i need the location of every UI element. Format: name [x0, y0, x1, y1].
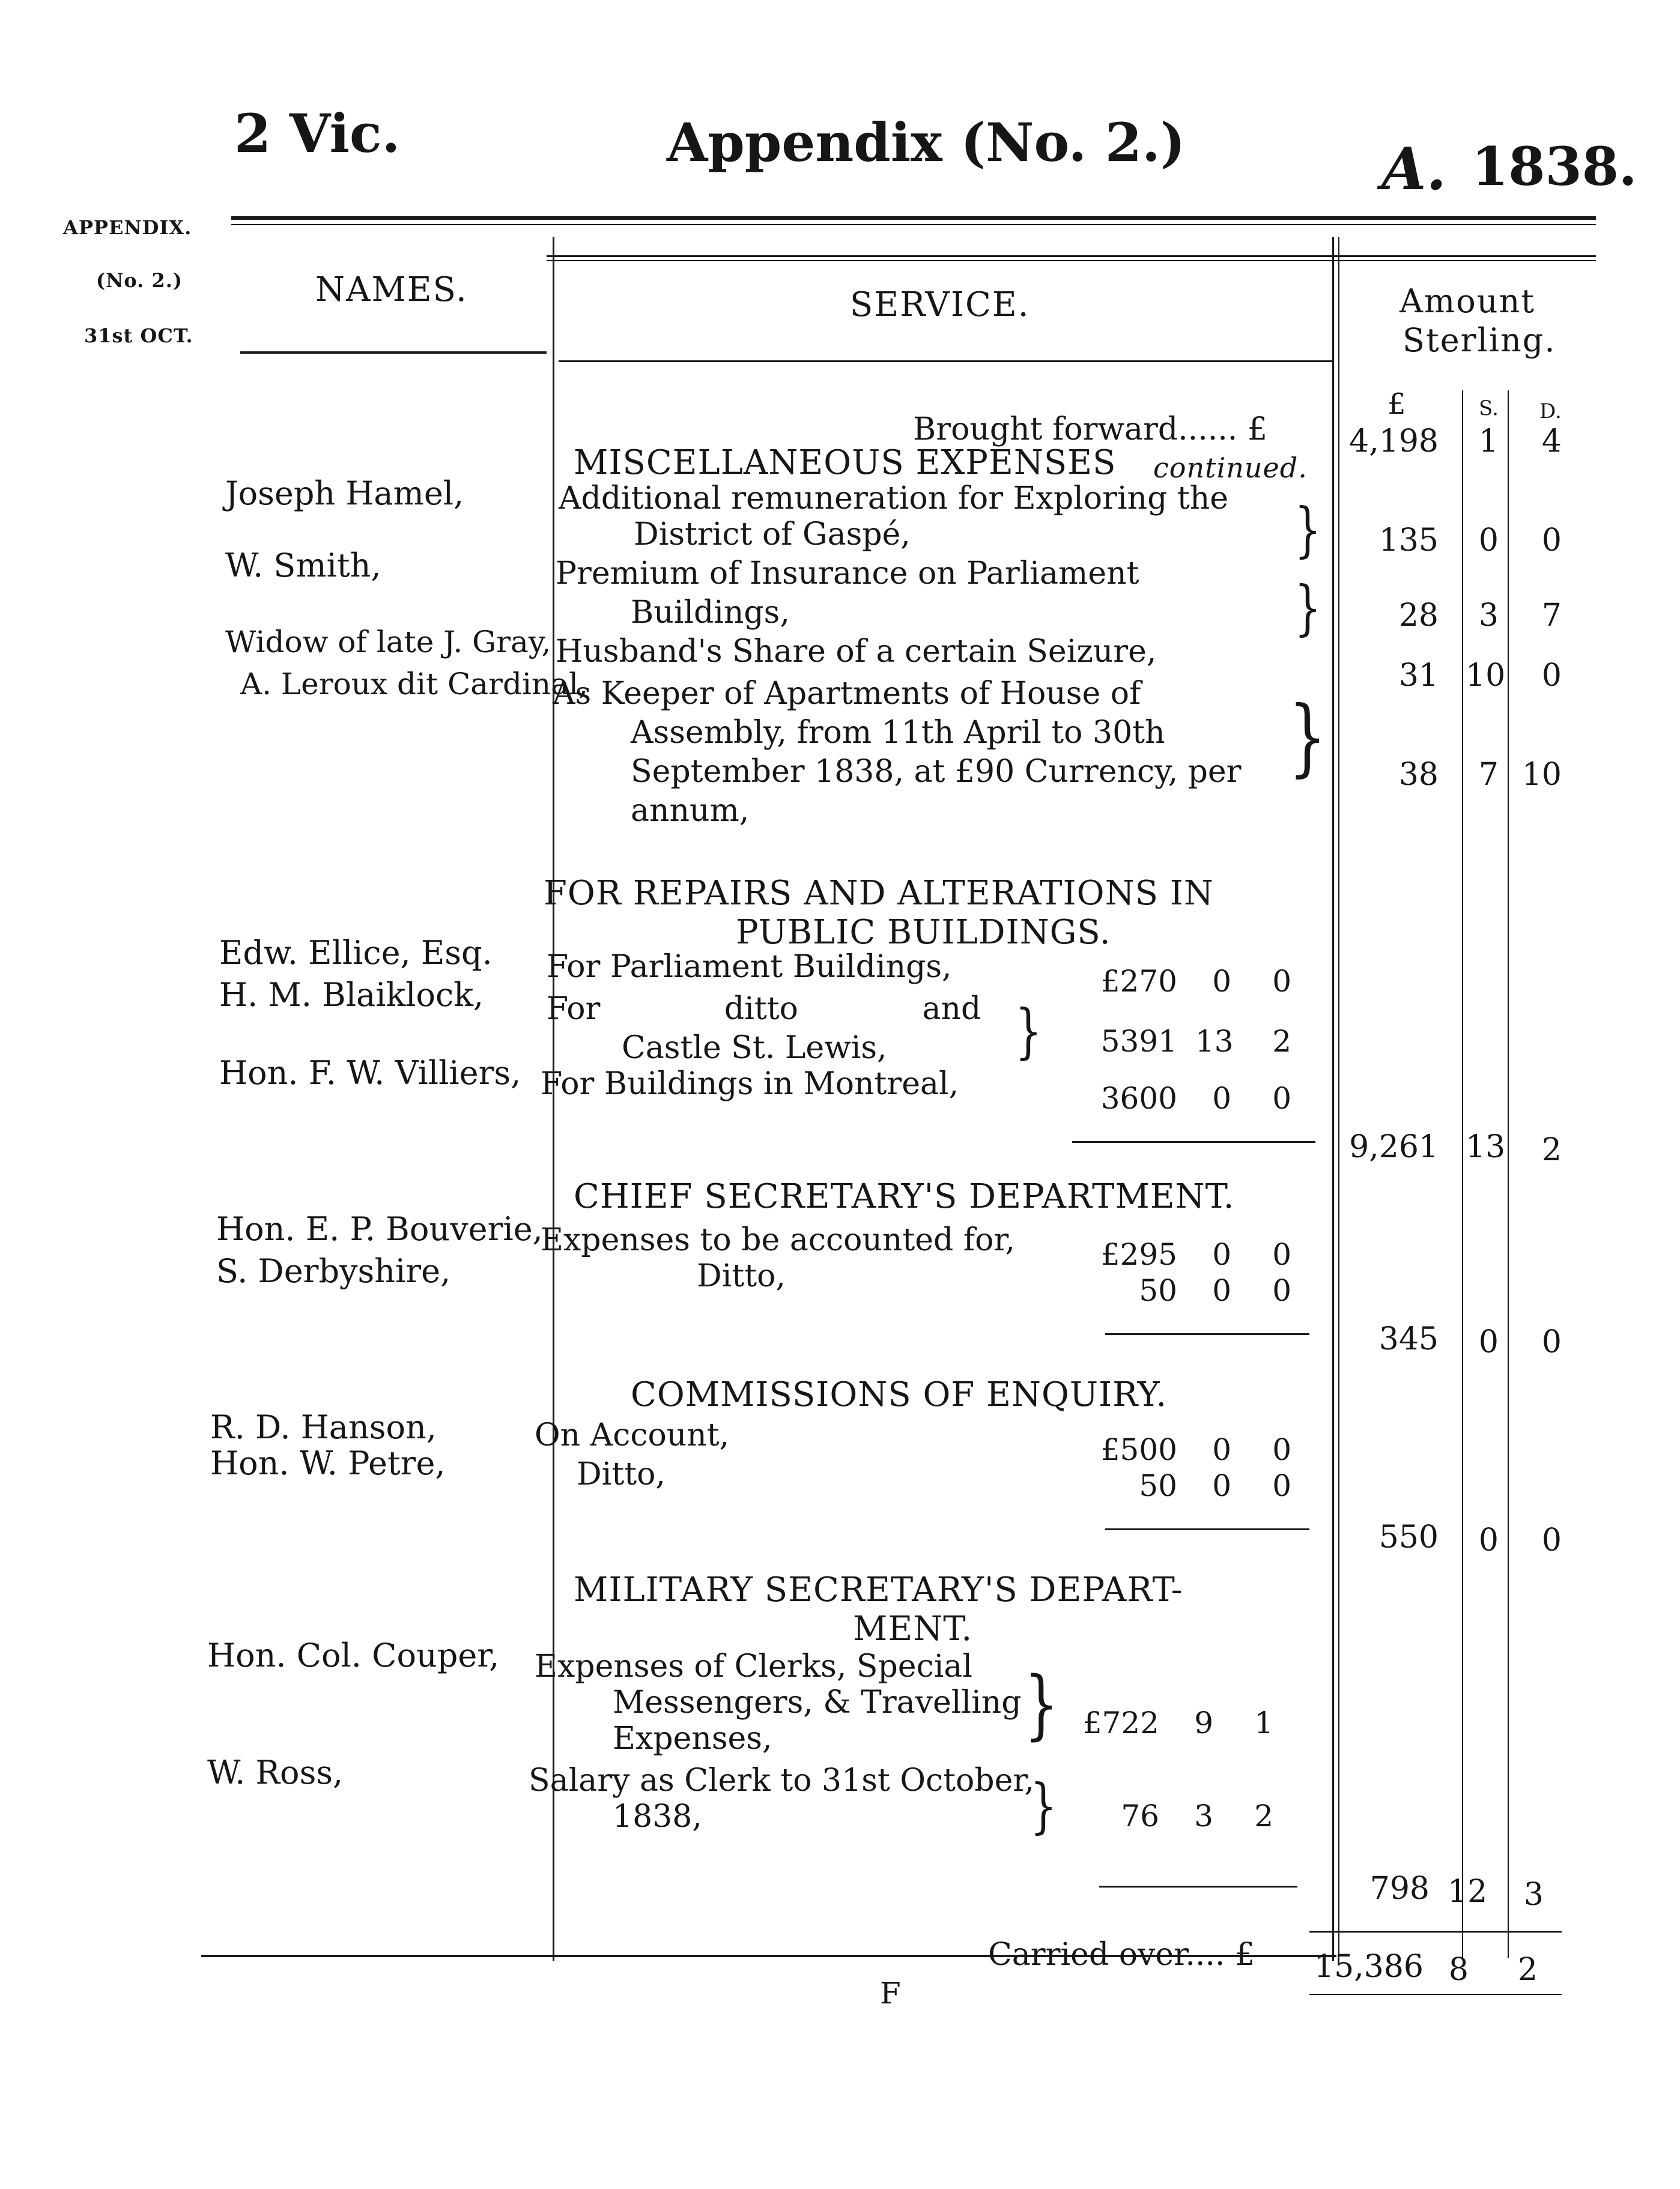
brought-forward-label: Brought forward...... £ — [913, 411, 1267, 447]
subamount-pence: 0 — [1272, 1237, 1291, 1272]
brace-icon: } — [1015, 997, 1042, 1066]
brace-icon: } — [1294, 495, 1321, 565]
section-title: MENT. — [853, 1609, 973, 1649]
service-head-rule — [559, 360, 1332, 362]
total-pounds: 9,261 — [1349, 1129, 1439, 1165]
amount-pence: 0 — [1541, 658, 1562, 694]
section-title: FOR REPAIRS AND ALTERATIONS IN — [544, 874, 1214, 913]
section-title: COMMISSIONS OF ENQUIRY. — [631, 1375, 1168, 1414]
service-line: Salary as Clerk to 31st October, — [529, 1763, 1035, 1799]
service-top-rule-thin — [547, 260, 1596, 261]
total-pounds: 798 — [1369, 1871, 1430, 1907]
payee-name: Edw. Ellice, Esq. — [219, 934, 493, 972]
payee-name: Widow of late J. Gray, — [225, 625, 551, 659]
subamount-shillings: 13 — [1195, 1024, 1234, 1059]
subamount-pounds: 50 — [1139, 1273, 1177, 1308]
subamount-pence: 0 — [1272, 1432, 1291, 1467]
pounds-divider — [1462, 390, 1463, 1958]
carried-over-rule — [1309, 1931, 1562, 1933]
total-shillings: 0 — [1478, 1324, 1499, 1360]
service-line: Expenses of Clerks, Special — [535, 1649, 972, 1685]
total-pounds: 345 — [1378, 1321, 1439, 1357]
carried-over-label: Carried over.... £ — [988, 1937, 1255, 1973]
signature-mark: F — [880, 1976, 901, 2011]
amount-pounds: 31 — [1398, 658, 1439, 694]
service-top-rule — [547, 255, 1596, 257]
col-shillings: S. — [1479, 396, 1499, 420]
service-line: Ditto, — [577, 1456, 666, 1492]
subamount-pence: 2 — [1254, 1799, 1273, 1833]
amount-shillings: 3 — [1478, 598, 1499, 634]
service-line: For Parliament Buildings, — [547, 949, 952, 985]
amount-shillings: 7 — [1478, 757, 1499, 793]
section-title: PUBLIC BUILDINGS. — [736, 913, 1111, 952]
brought-forward-shillings: 1 — [1478, 423, 1499, 459]
service-line: On Account, — [535, 1417, 730, 1453]
top-rule-thin — [231, 224, 1596, 225]
service-line: As Keeper of Apartments of House of — [553, 676, 1141, 712]
service-divider-thin — [1338, 237, 1339, 1961]
amount-shillings: 10 — [1466, 658, 1506, 694]
service-divider — [1332, 237, 1334, 1961]
total-pence: 3 — [1523, 1877, 1544, 1913]
subtotal-rule — [1072, 1141, 1315, 1143]
header-year: 1838. — [1472, 135, 1637, 198]
brace-icon: } — [1288, 688, 1327, 786]
section-title: CHIEF SECRETARY'S DEPARTMENT. — [574, 1177, 1235, 1216]
payee-name: Hon. W. Petre, — [210, 1444, 446, 1482]
subamount-shillings: 0 — [1212, 1468, 1231, 1503]
subamount-pounds: 3600 — [1100, 1081, 1177, 1116]
amount-pounds: 28 — [1398, 598, 1439, 634]
payee-name: R. D. Hanson, — [210, 1408, 437, 1446]
subamount-pence: 2 — [1272, 1024, 1291, 1059]
service-line: For Buildings in Montreal, — [541, 1066, 959, 1102]
subtotal-rule — [1105, 1333, 1309, 1335]
brace-icon: } — [1030, 1772, 1057, 1841]
header-mark: A. — [1381, 135, 1446, 203]
subamount-pence: 1 — [1254, 1706, 1273, 1740]
service-line: Additional remuneration for Exploring the — [559, 480, 1229, 516]
brought-forward-pounds: 4,198 — [1349, 423, 1439, 459]
service-line: District of Gaspé, — [634, 516, 911, 553]
subamount-shillings: 0 — [1212, 1081, 1231, 1116]
subamount-pence: 0 — [1272, 964, 1291, 999]
subamount-shillings: 0 — [1212, 1237, 1231, 1272]
payee-name: Hon. F. W. Villiers, — [219, 1054, 521, 1092]
service-line: Ditto, — [697, 1258, 786, 1294]
service-line: Assembly, from 11th April to 30th — [631, 715, 1165, 751]
col-amount: Amount — [1399, 282, 1535, 320]
service-line: Expenses, — [613, 1721, 772, 1757]
shillings-divider — [1508, 390, 1509, 1958]
subamount-pounds: 50 — [1139, 1468, 1177, 1503]
carried-over-shillings: 8 — [1448, 1952, 1469, 1988]
service-line: Buildings, — [631, 595, 790, 631]
subamount-shillings: 9 — [1194, 1706, 1213, 1740]
total-pence: 0 — [1541, 1324, 1562, 1360]
col-names: NAMES. — [315, 270, 468, 309]
subamount-pounds: £722 — [1082, 1706, 1159, 1740]
service-line: Expenses to be accounted for, — [541, 1222, 1016, 1258]
service-line: For ditto and — [547, 991, 981, 1027]
subamount-shillings: 3 — [1194, 1799, 1213, 1833]
payee-name: W. Smith, — [225, 546, 381, 584]
names-head-rule — [240, 351, 547, 354]
service-line: Premium of Insurance on Parliament — [556, 556, 1139, 592]
service-line: Messengers, & Travelling — [613, 1685, 1022, 1721]
total-shillings: 13 — [1466, 1129, 1506, 1165]
payee-name: Joseph Hamel, — [225, 474, 464, 512]
total-pounds: 550 — [1378, 1519, 1439, 1555]
subtotal-rule — [1105, 1528, 1309, 1530]
brought-forward-pence: 4 — [1541, 423, 1562, 459]
service-line: September 1838, at £90 Currency, per — [631, 754, 1242, 790]
payee-name: S. Derbyshire, — [216, 1252, 451, 1290]
service-line: Husband's Share of a certain Seizure, — [556, 634, 1157, 670]
subamount-pounds: 5391 — [1100, 1024, 1177, 1059]
margin-date: 31st OCT. — [84, 324, 193, 347]
header-title: Appendix (No. 2.) — [667, 111, 1186, 174]
subamount-pounds: £500 — [1100, 1432, 1177, 1467]
amount-pence: 7 — [1541, 598, 1562, 634]
margin-number: (No. 2.) — [96, 269, 183, 292]
total-shillings: 12 — [1448, 1874, 1488, 1910]
col-service: SERVICE. — [850, 285, 1030, 324]
payee-name: A. Leroux dit Cardinal, — [240, 667, 588, 701]
subamount-shillings: 0 — [1212, 964, 1231, 999]
total-shillings: 0 — [1478, 1522, 1499, 1558]
col-pence: D. — [1539, 399, 1562, 423]
amount-pence: 10 — [1521, 757, 1562, 793]
footer-rule — [1309, 1994, 1562, 1995]
subamount-pounds: £270 — [1100, 964, 1177, 999]
col-sterling: Sterling. — [1403, 321, 1556, 359]
section-title: MILITARY SECRETARY'S DEPART- — [574, 1570, 1183, 1609]
subamount-shillings: 0 — [1212, 1432, 1231, 1467]
subamount-pence: 0 — [1272, 1081, 1291, 1116]
brace-icon: } — [1024, 1661, 1059, 1749]
service-line: 1838, — [613, 1799, 702, 1835]
amount-pounds: 135 — [1378, 522, 1439, 559]
service-line: annum, — [631, 793, 750, 829]
brace-icon: } — [1294, 574, 1321, 643]
header-session: 2 Vic. — [234, 102, 401, 165]
subamount-pounds: 76 — [1121, 1799, 1159, 1833]
service-line: Castle St. Lewis, — [622, 1030, 887, 1066]
subamount-pounds: £295 — [1100, 1237, 1177, 1272]
total-pence: 2 — [1541, 1132, 1562, 1168]
payee-name: Hon. E. P. Bouverie, — [216, 1210, 543, 1248]
subtotal-rule — [1099, 1886, 1297, 1888]
subamount-pence: 0 — [1272, 1468, 1291, 1503]
payee-name: H. M. Blaiklock, — [219, 976, 484, 1014]
top-rule — [231, 216, 1596, 220]
col-pounds: £ — [1387, 387, 1406, 421]
amount-pounds: 38 — [1398, 757, 1439, 793]
payee-name: Hon. Col. Couper, — [207, 1636, 500, 1674]
payee-name: W. Ross, — [207, 1754, 344, 1791]
amount-shillings: 0 — [1478, 522, 1499, 559]
subamount-pence: 0 — [1272, 1273, 1291, 1308]
margin-appendix: APPENDIX. — [63, 216, 192, 239]
section-title-suffix: continued. — [1153, 452, 1308, 484]
subamount-shillings: 0 — [1212, 1273, 1231, 1308]
carried-over-pence: 2 — [1517, 1952, 1538, 1988]
total-pence: 0 — [1541, 1522, 1562, 1558]
amount-pence: 0 — [1541, 522, 1562, 559]
carried-over-pounds: 15,386 — [1314, 1949, 1424, 1985]
section-title: MISCELLANEOUS EXPENSES — [574, 443, 1117, 482]
